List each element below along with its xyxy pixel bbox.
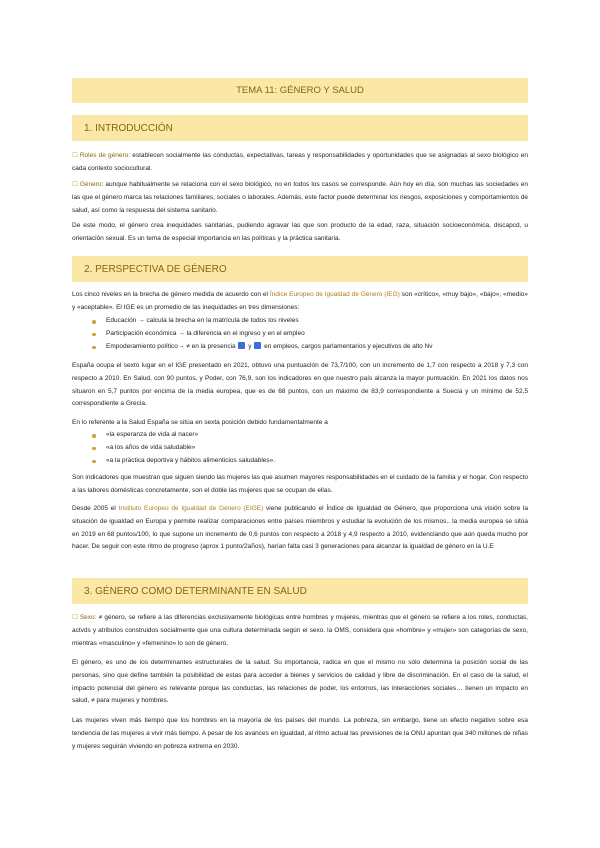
list-item: «a la práctica deportiva y hábitos alimenticios saludables». [72,455,528,468]
checkbox-icon: ☐ [72,181,78,188]
male-symbol-icon [238,342,245,349]
list-item: Participación económica → la diferencia en el ingreso y en el empleo [72,328,528,341]
paragraph-salud: En lo referente a la Salud España se sitúa en sexta posición debido fundamentalmente a [72,419,328,426]
section-header-perspectiva [72,256,528,282]
list-item: Educación → calcula la brecha en la matrícula de todos los niveles [72,315,528,328]
eige-link[interactable]: Instituto Europeo de Igualdad de Género (EIGE) [118,505,264,512]
paragraph-intro-closing: De este modo, el género crea inequidades sanitarias, pudiendo agravar las que son producto de la edad, raza, situación socioeconómica, discapcd, u orientación sexual. Es un tema de especial importancia en las políticas y la práctica sanitaria. [72,222,528,242]
ieg-link[interactable]: Índice Europeo de Igualdad de Género (IEG) [269,291,400,298]
paragraph-sexo: ☐ Sexo: ≠ género, se refiere a las diferencias exclusivamente biológicas entre hombres y mujeres, mientras que el género se refiere a los roles, conductas, actvds y atributos construidos socialmente que una cultura determinada según el sexo. la OMS, considera que «hombre» y «mujer» son categorías de sexo, mientras «masculino» y «femenino» lo son de género. [72,614,528,647]
paragraph-eige: Desde 2005 el Instituto Europeo de Igualdad de Género (EIGE) viene publicando el Índice de Igualdad de Género, que proporciona una visión sobre la situación de igualdad en Europa y permite realizar comparaciones entre países miembros y estudiar la evolución de los mismos.. la media europea se sitúa en 2019 en 68 puntos/100, lo que supone un incremento de 0,6 puntos con respecto a 2018 y 4,9 respecto a 2010, evidenciando que aún queda mucho por hacer. De seguir con este ritmo de progreso (aprox 1 punto/2años), harían falta casi 3 generaciones para alcanzar la igualdad de género en la U.E [72,505,528,551]
paragraph-determinante: El género, es uno de los determinantes estructurales de la salud. Su importancia, radica en que el mismo no sólo determina la posición social de las personas, sino que define también la posibilidad de estas para acceder a bienes y servicios de calidad y libre de discriminación. En el caso de la salud, el impacto potencial del género es relevante porque las conductas, las relaciones de poder, los entornos, las interacciones sociales… tienen un impacto en salud, ≠ para mujeres y hombres. [72,659,528,705]
paragraph-espana: España ocupa el sexto lugar en el IGE presentado en 2021, obtuvo una puntuación de 73,7/100, con un incremento de 1,7 con respecto a 2018 y 7,3 con respecto a 2010. En Salud, con 90 puntos, y Poder, con 76,9, son los indicadores en que nuestro país alcanza la mayor puntuación. En 2021 los datos nos situaron en 5,7 puntos por encima de la media europea, que es de 68 puntos, con un máximo de 83,9 correspondiente a Suecia y un mínimo de 52,5 correspondiente a Grecia. [72,362,528,408]
section-header-introduccion [72,115,528,141]
paragraph-roles: ☐ Roles de género: establecen socialmente las conductas, expectativas, tareas y responsabilidades y oportunidades que se asignadas al sexo biológico en cada contexto sociocultural. [72,152,528,172]
female-symbol-icon [254,342,261,349]
paragraph-indicadores: Son indicadores que muestran que siguen siendo las mujeres las que asumen mayores responsabilidades en el cuidado de la familia y el hogar. Con respecto a las labores domésticas concretamente, son el doble las mujeres que se ocupan de ellas. [72,474,528,494]
section-title: 3. GÉNERO COMO DETERMINANTE EN SALUD [84,585,307,597]
list-item: «a los años de vida saludable» [72,442,528,455]
section-header-determinante [72,578,528,604]
paragraph-ieg: Los cinco niveles en la brecha de género medida de acuerdo con el Índice Europeo de Igualdad de Género (IEG) son «crítico», «muy bajo», «bajo», «medio» y «aceptable». El IGE es un promedio de las inequidades en tres dimensiones: [72,291,528,311]
salud-list [72,429,528,467]
list-item: «la esperanza de vida al nacer» [72,429,528,442]
section-title: 2. PERSPECTIVA DE GÉNERO [84,263,227,275]
page-title: TEMA 11: GÉNERO Y SALUD [236,85,364,96]
list-item: Empoderamiento político→ ≠ en la presencia y en empleos, cargos parlamentarios y ejecutivos de alto Nv [72,341,528,354]
checkbox-icon: ☐ [72,614,78,621]
title-banner [72,78,528,103]
paragraph-pobreza: Las mujeres viven más tiempo que los hombres en la mayoría de los países del mundo. La pobreza, sin embargo, tiene un efecto negativo sobre esa tendencia de las mujeres a vivir más tiempo. A pesar de los avances en igualdad, al ritmo actual las previsiones de la ONU apuntan que 340 millones de niñas y mujeres seguirán viviendo en pobreza extrema en 2030. [72,717,528,750]
paragraph-genero: ☐ Género: aunque habitualmente se relaciona con el sexo biológico, no en todos los casos se corresponde. Aún hoy en día, son muchas las sociedades en las que el género marca las relaciones familiares, sociales o laborales. Además, este factor puede determinar los riesgos, exposiciones y comportamientos de salud, así como la respuesta del sistema sanitario. [72,181,528,214]
section-title: 1. INTRODUCCIÓN [84,122,173,134]
dimensions-list [72,315,528,353]
checkbox-icon: ☐ [72,152,78,159]
